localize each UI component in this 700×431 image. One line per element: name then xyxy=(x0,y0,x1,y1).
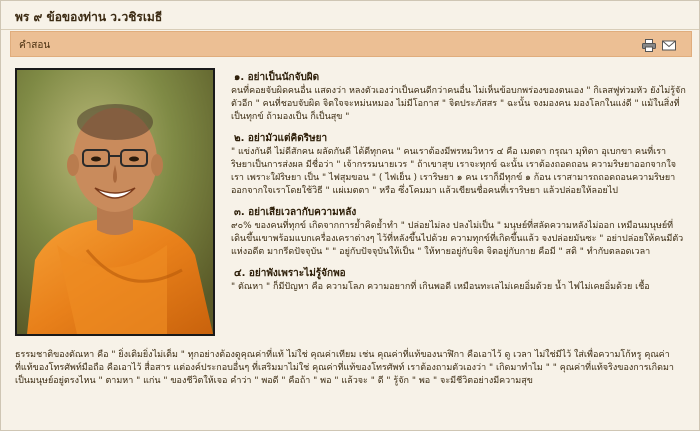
monk-photo xyxy=(15,68,215,336)
section-1 xyxy=(231,71,687,124)
email-icon[interactable] xyxy=(662,37,676,50)
section-text: ๙๐% ของคนที่ทุกข์ เกิดจากการย้ำคิดย้ำทำ " ปล่อยไม่ลง ปลงไม่เป็น " มนุษย์ที่สลัดความหลังไม่ออก เหมือนมนุษย์ที่เดินขึ้นเขาพร้อมแบกเครื่องเคราต่างๆ ไว้ที่หลังขึ้นไปด้วย ความทุกข์ที่เกิดขึ้นแล้ว จงปล่อยมันซะ " อย่าปล่อยให้คนมีตัวแห่งอดีต มากรีดปัจจุบัน " " อยู่กับปัจจุบันให้เป็น " ให้ทายอยู่กับจิต จิตอยู่กับกาย คือมี " สติ " ทำกับตลอดเวลา xyxy=(231,221,684,257)
section-title: ๒. อย่ามัวแต่คิดริษยา xyxy=(234,133,328,144)
category-label[interactable]: คำสอน xyxy=(19,40,51,51)
category-bar xyxy=(10,31,692,57)
section-3 xyxy=(231,206,687,259)
section-text: " ตัณหา " ก็มีปัญหา คือ ความโลภ ความอยากที่ เกินพอดี เหมือนทะเลไม่เคยอิ่มด้วย น้ำ ไฟไม่เคยอิ่มด้วย เชื้อ xyxy=(231,282,650,292)
section-text: คนที่คอยจับผิดคนอื่น แสดงว่า หลงตัวเองว่าเป็นคนดีกว่าคนอื่น ไม่เห็นข้อบกพร่องของตนเอง " กิเลสฟูท่วมหัว ยังไม่รู้จักตัวอีก " คนที่ชอบจับผิด จิตใจจะหม่นหมอง ไม่มีโอกาส " จิตประภัสสร " ฉะนั้น จงมองคน มองโลกในแง่ดี " แม้ในสิ่งที่เป็นทุกข์ ถ้ามองเป็น ก็เป็นสุข " xyxy=(231,86,686,122)
section-title: ๔. อย่าพังเพราะไม่รู้จักพอ xyxy=(234,268,346,279)
section-text: " แข่งกันดี ไม่ดีสักคน ผลัดกันดี ได้ดีทุกคน " คนเราต้องมีพรหมวิหาร ๔ คือ เมตตา กรุณา มุทิตา อุเบกขา คนที่เราริษยาเป็นการส่งผล มีชื่อว่า " เจ้ากรรมนายเวร " ถ้าเขาสุข เราจะทุกข์ ฉะนั้น เราต้องถอดถอน ความริษยาออกจากใจเรา เพราะใฝ่ริษยา เป็น " ไฟสุมขอน " ( ไฟเย็น ) เราริษยา ๑ คน เราก็มีทุกข์ ๑ ก้อน เราสามารถถอดถอนความริษยาออกจากใจเราโดยใช้วิธี " แผ่เมตตา " หรือ ซึ่งโคมมา แล้วเขียนชื่อคนที่เราริษยา แล้วปล่อยให้ลอยไป xyxy=(231,147,677,196)
printer-icon[interactable] xyxy=(642,37,656,50)
section-2 xyxy=(231,132,687,198)
section-title: ๓. อย่าเสียเวลากับความหลัง xyxy=(234,207,357,218)
section-4 xyxy=(231,267,687,294)
section-title: ๑. อย่าเป็นนักจับผิด xyxy=(234,72,320,83)
page-title: พร ๙ ข้อของท่าน ว.วชิรเมธี xyxy=(15,10,163,24)
article-content xyxy=(231,71,687,302)
title-row xyxy=(1,1,699,30)
section-4-continued: ธรรมชาติของตัณหา คือ " ยิ่งเติมยิ่งไม่เต็ม " ทุกอย่างต้องดูคุณค่าที่แท้ ไม่ใช่ คุณค่าเทียม เช่น คุณค่าที่แท้ของนาฬิกา คือเอาไว้ ดู เวลา ไม่ใช่มีไว้ ใส่เพื่อความโก้หรู คุณค่าที่แท้ของโทรศัพท์มือถือ คือเอาไว้ สื่อสาร แต่องค์ประกอบอื่นๆ ที่เสริมมาไม่ใช่ คุณค่าที่แท้ของโทรศัพท์ เราต้องถามตัวเองว่า " เกิดมาทำไม " " คุณค่าที่แท้จริงของการเกิดมาเป็นมนุษย์อยู่ตรงไหน " ตามหา " แก่น " ของชีวิตให้เจอ คำว่า " พอดี " คือถ้า " พอ " แล้วจะ " ดี " รู้จัก " พอ " จะมีชีวิตอย่างมีความสุข xyxy=(15,350,674,386)
